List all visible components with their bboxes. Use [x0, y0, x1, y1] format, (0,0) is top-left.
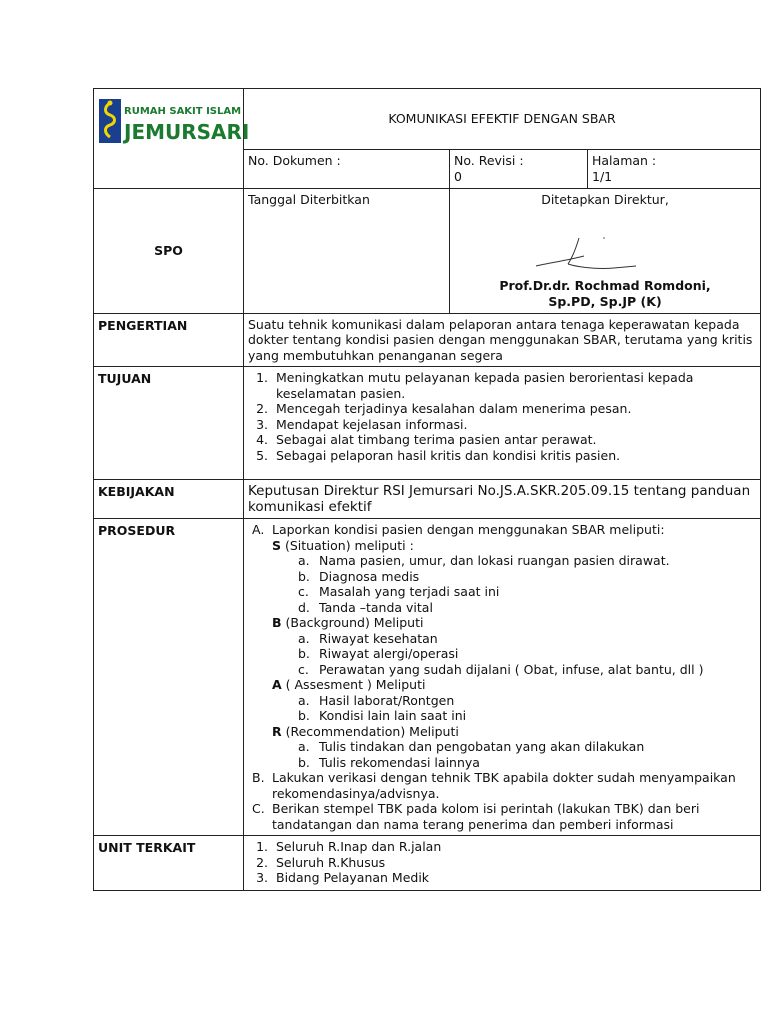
prosedur-item-b [252, 770, 756, 801]
list-item [298, 646, 756, 662]
sbar-item-text: Kondisi lain lain saat ini [319, 708, 467, 723]
sbar-item-text: Nama pasien, umur, dan lokasi ruangan pasien dirawat. [319, 553, 670, 568]
sbar-heading-text: (Recommendation) Meliputi [281, 723, 459, 739]
signature-icon [454, 208, 764, 278]
marker: b. [298, 754, 310, 770]
sbar-key: B [272, 615, 282, 630]
marker: a. [298, 553, 310, 568]
list-item [298, 630, 756, 647]
sop-table [93, 88, 761, 891]
ditetapkan-label: Ditetapkan Direktur, [541, 192, 669, 207]
sbar-item-text: Masalah yang terjadi saat ini [319, 584, 500, 599]
sbar-group-heading [272, 724, 756, 740]
marker: a. [298, 630, 310, 646]
prosedur-item-a [252, 522, 756, 770]
document-title: KOMUNIKASI EFEKTIF DENGAN SBAR [244, 89, 761, 150]
sbar-heading-text: (Background) Meliputi [281, 615, 424, 630]
prosedur-item-c [252, 801, 756, 832]
marker: b. [298, 708, 310, 723]
sbar-group-heading [272, 615, 756, 631]
hospital-logo [98, 97, 250, 145]
marker: b. [298, 568, 310, 584]
spo-label: SPO [94, 189, 244, 314]
sbar-heading-text: (Situation) meliputi : [281, 537, 414, 553]
list-item: 3. Mendapat kejelasan informasi. [272, 417, 756, 433]
list-item: 5. Sebagai pelaporan hasil kritis dan kondisi kritis pasien. [272, 448, 756, 464]
pengertian-label: PENGERTIAN [94, 313, 244, 367]
sbar-item-text: Riwayat kesehatan [319, 630, 438, 646]
sbar-key: R [272, 723, 282, 739]
logo-line1: RUMAH SAKIT ISLAM [124, 106, 242, 117]
marker: b. [298, 646, 310, 661]
sbar-key: A [272, 677, 282, 692]
unit-terkait-list [248, 839, 756, 886]
sbar-group-heading [272, 538, 756, 554]
no-revisi-value: 0 [454, 168, 462, 184]
sop-document [93, 88, 760, 891]
list-item [298, 708, 756, 724]
prosedur-label: PROSEDUR [94, 519, 244, 836]
list-item: 4. Sebagai alat timbang terima pasien antar perawat. [272, 432, 756, 448]
sbar-item-text: Perawatan yang sudah dijalani ( Obat, infuse, alat bantu, dll ) [319, 661, 704, 677]
list-item [298, 568, 756, 585]
sbar-item-text: Hasil laborat/Rontgen [319, 692, 455, 708]
sbar-heading-text: ( Assesment ) Meliputi [281, 677, 426, 692]
signer-name: Prof.Dr.dr. Rochmad Romdoni, [499, 277, 711, 293]
sbar-sub-list [272, 739, 756, 770]
sbar-sub-list [272, 553, 756, 615]
sbar-sub-list [272, 631, 756, 678]
list-item: 2. Seluruh R.Khusus [272, 855, 756, 871]
unit-terkait-label: UNIT TERKAIT [94, 836, 244, 891]
marker: c. [298, 584, 309, 599]
prosedur-list [248, 522, 756, 832]
list-item [298, 692, 756, 709]
list-item [298, 599, 756, 616]
no-revisi-cell [450, 150, 588, 189]
list-item: 1. Meningkatkan mutu pelayanan kepada pasien berorientasi kepada keselamatan pasien. [272, 370, 756, 401]
no-dokumen-cell [244, 150, 450, 189]
marker: B. [252, 770, 265, 785]
marker: c. [298, 661, 309, 677]
halaman-cell [588, 150, 761, 189]
list-item: 3. Bidang Pelayanan Medik [272, 870, 756, 886]
ditetapkan-cell [450, 189, 761, 314]
sbar-group-heading [272, 677, 756, 693]
marker: d. [298, 599, 310, 615]
marker: C. [252, 801, 265, 816]
list-item: 2. Mencegah terjadinya kesalahan dalam menerima pesan. [272, 401, 756, 417]
sbar-sub-list [272, 693, 756, 724]
kebijakan-label: KEBIJAKAN [94, 480, 244, 519]
no-revisi-label: No. Revisi : [454, 153, 524, 168]
tujuan-cell [244, 367, 761, 480]
marker: a. [298, 739, 310, 754]
prosedur-a-text: Laporkan kondisi pasien dengan menggunakan SBAR meliputi: [272, 522, 665, 537]
list-item [298, 584, 756, 600]
sbar-groups [272, 538, 756, 771]
kebijakan-text: Keputusan Direktur RSI Jemursari No.JS.A.SKR.205.09.15 tentang panduan komunikasi efektif [244, 480, 761, 519]
sbar-key: S [272, 537, 282, 553]
halaman-value: 1/1 [592, 168, 613, 184]
list-item [298, 553, 756, 569]
sbar-item-text: Tulis rekomendasi lainnya [319, 754, 480, 770]
prosedur-c-text: Berikan stempel TBK pada kolom isi perintah (lakukan TBK) dan beri tandatangan dan nama terang penerima dan pemberi informasi [272, 801, 700, 832]
halaman-label: Halaman : [592, 153, 657, 168]
unit-terkait-cell [244, 836, 761, 891]
list-item [298, 754, 756, 771]
marker: A. [252, 522, 265, 537]
sbar-item-text: Tanda –tanda vital [319, 599, 433, 615]
pengertian-text: Suatu tehnik komunikasi dalam pelaporan antara tenaga keperawatan kepada dokter tentang kondisi pasien dengan menggunakan SBAR, terutama yang kritis yang membutuhkan penanganan segera [244, 313, 761, 367]
sbar-item-text: Diagnosa medis [319, 568, 420, 584]
logo-cell [94, 89, 250, 189]
prosedur-cell [244, 519, 761, 836]
tujuan-label: TUJUAN [94, 367, 244, 480]
sbar-item-text: Tulis tindakan dan pengobatan yang akan dilakukan [319, 739, 645, 754]
signature-area [454, 208, 756, 278]
logo-line2: JEMURSARI [124, 120, 250, 144]
marker: a. [298, 692, 310, 708]
no-dokumen-label: No. Dokumen : [248, 153, 341, 168]
signer-title: Sp.PD, Sp.JP (K) [548, 293, 662, 309]
prosedur-b-text: Lakukan verikasi dengan tehnik TBK apabila dokter sudah menyampaikan rekomendasinya/advisnya. [272, 770, 736, 801]
sbar-item-text: Riwayat alergi/operasi [319, 646, 459, 661]
tanggal-diterbitkan: Tanggal Diterbitkan [244, 189, 450, 314]
tujuan-list [248, 370, 756, 463]
list-item [298, 661, 756, 678]
list-item [298, 739, 756, 755]
list-item: 1. Seluruh R.Inap dan R.jalan [272, 839, 756, 855]
